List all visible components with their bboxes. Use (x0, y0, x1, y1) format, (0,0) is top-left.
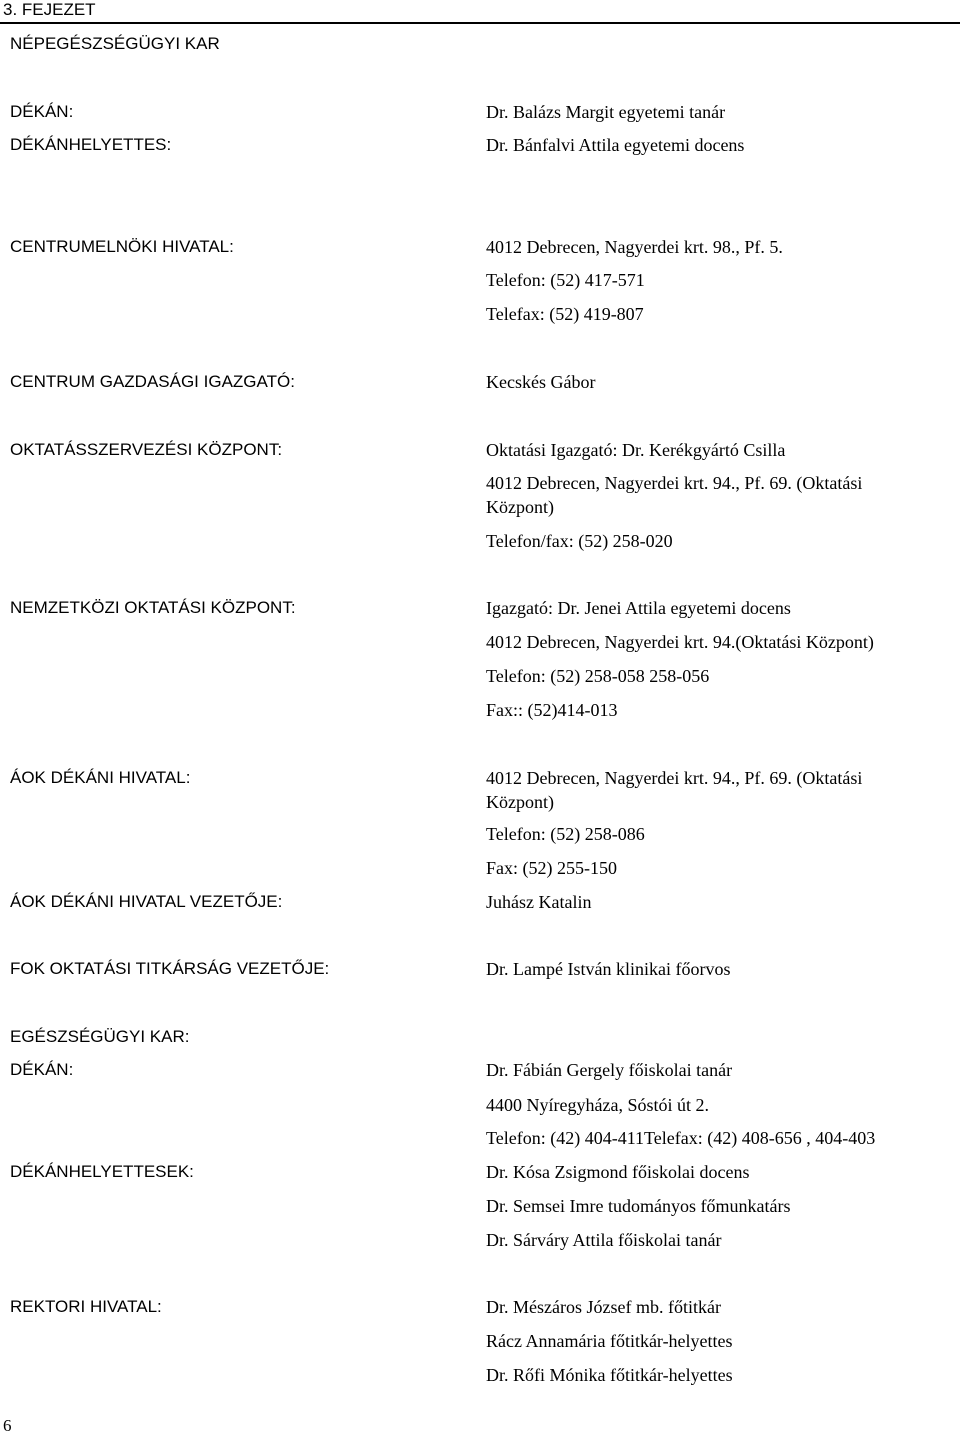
center-president-office-fax: Telefax: (52) 419-807 (486, 304, 644, 324)
health-vice-dean: Dr. Kósa Zsigmond főiskolai docens (486, 1162, 750, 1182)
aok-dean-office-address-cont: Központ) (486, 792, 554, 812)
rector-office-person: Dr. Mészáros József mb. főtitkár (486, 1297, 721, 1317)
health-faculty-address: 4400 Nyíregyháza, Sóstói út 2. (486, 1095, 709, 1115)
education-org-center-label: OKTATÁSSZERVEZÉSI KÖZPONT: (10, 440, 283, 459)
rector-office-person: Rácz Annamária főtitkár-helyettes (486, 1331, 733, 1351)
fok-secretariat-head: Dr. Lampé István klinikai főorvos (486, 959, 731, 979)
health-vice-deans-label: DÉKÁNHELYETTESEK: (10, 1162, 194, 1181)
aok-dean-office-phone: Telefon: (52) 258-086 (486, 824, 645, 844)
international-center-fax: Fax:: (52)414-013 (486, 700, 618, 720)
center-president-office-phone: Telefon: (52) 417-571 (486, 270, 645, 290)
vice-dean-label: DÉKÁNHELYETTES: (10, 135, 172, 154)
aok-dean-office-fax: Fax: (52) 255-150 (486, 858, 617, 878)
dean-name: Dr. Balázs Margit egyetemi tanár (486, 102, 726, 122)
health-vice-dean: Dr. Semsei Imre tudományos főmunkatárs (486, 1196, 791, 1216)
aok-dean-office-head: Juhász Katalin (486, 892, 592, 912)
aok-dean-office-address: 4012 Debrecen, Nagyerdei krt. 94., Pf. 69. (Oktatási (486, 768, 863, 788)
health-faculty-phone-fax: Telefon: (42) 404-411Telefax: (42) 408-656 , 404-403 (486, 1128, 876, 1148)
health-dean-name: Dr. Fábián Gergely főiskolai tanár (486, 1060, 733, 1080)
dean-label: DÉKÁN: (10, 102, 74, 121)
education-org-center-phone-fax: Telefon/fax: (52) 258-020 (486, 531, 673, 551)
rector-office-label: REKTORI HIVATAL: (10, 1297, 162, 1316)
international-center-director: Igazgató: Dr. Jenei Attila egyetemi docens (486, 598, 791, 618)
health-dean-label: DÉKÁN: (10, 1060, 74, 1079)
health-faculty-title: EGÉSZSÉGÜGYI KAR: (10, 1027, 190, 1046)
education-org-center-address-cont: Központ) (486, 497, 554, 517)
economic-director-name: Kecskés Gábor (486, 372, 596, 392)
economic-director-label: CENTRUM GAZDASÁGI IGAZGATÓ: (10, 372, 295, 391)
aok-dean-office-label: ÁOK DÉKÁNI HIVATAL: (10, 768, 191, 787)
health-vice-dean: Dr. Sárváry Attila főiskolai tanár (486, 1230, 722, 1250)
faculty-title: NÉPEGÉSZSÉGÜGYI KAR (10, 34, 220, 53)
international-center-address: 4012 Debrecen, Nagyerdei krt. 94.(Oktatási Központ) (486, 632, 874, 652)
education-org-center-director: Oktatási Igazgató: Dr. Kerékgyártó Csilla (486, 440, 786, 460)
education-org-center-address: 4012 Debrecen, Nagyerdei krt. 94., Pf. 69. (Oktatási (486, 473, 863, 493)
center-president-office-label: CENTRUMELNÖKI HIVATAL: (10, 237, 234, 256)
page-number: 6 (3, 1416, 12, 1435)
rector-office-person: Dr. Rőfi Mónika főtitkár-helyettes (486, 1365, 733, 1385)
fok-secretariat-label: FOK OKTATÁSI TITKÁRSÁG VEZETŐJE: (10, 959, 330, 978)
chapter-title: 3. FEJEZET (3, 0, 96, 19)
vice-dean-name: Dr. Bánfalvi Attila egyetemi docens (486, 135, 745, 155)
aok-dean-office-head-label: ÁOK DÉKÁNI HIVATAL VEZETŐJE: (10, 892, 283, 911)
center-president-office-address: 4012 Debrecen, Nagyerdei krt. 98., Pf. 5. (486, 237, 783, 257)
international-center-label: NEMZETKÖZI OKTATÁSI KÖZPONT: (10, 598, 296, 617)
chapter-header (0, 0, 960, 24)
international-center-phone: Telefon: (52) 258-058 258-056 (486, 666, 710, 686)
